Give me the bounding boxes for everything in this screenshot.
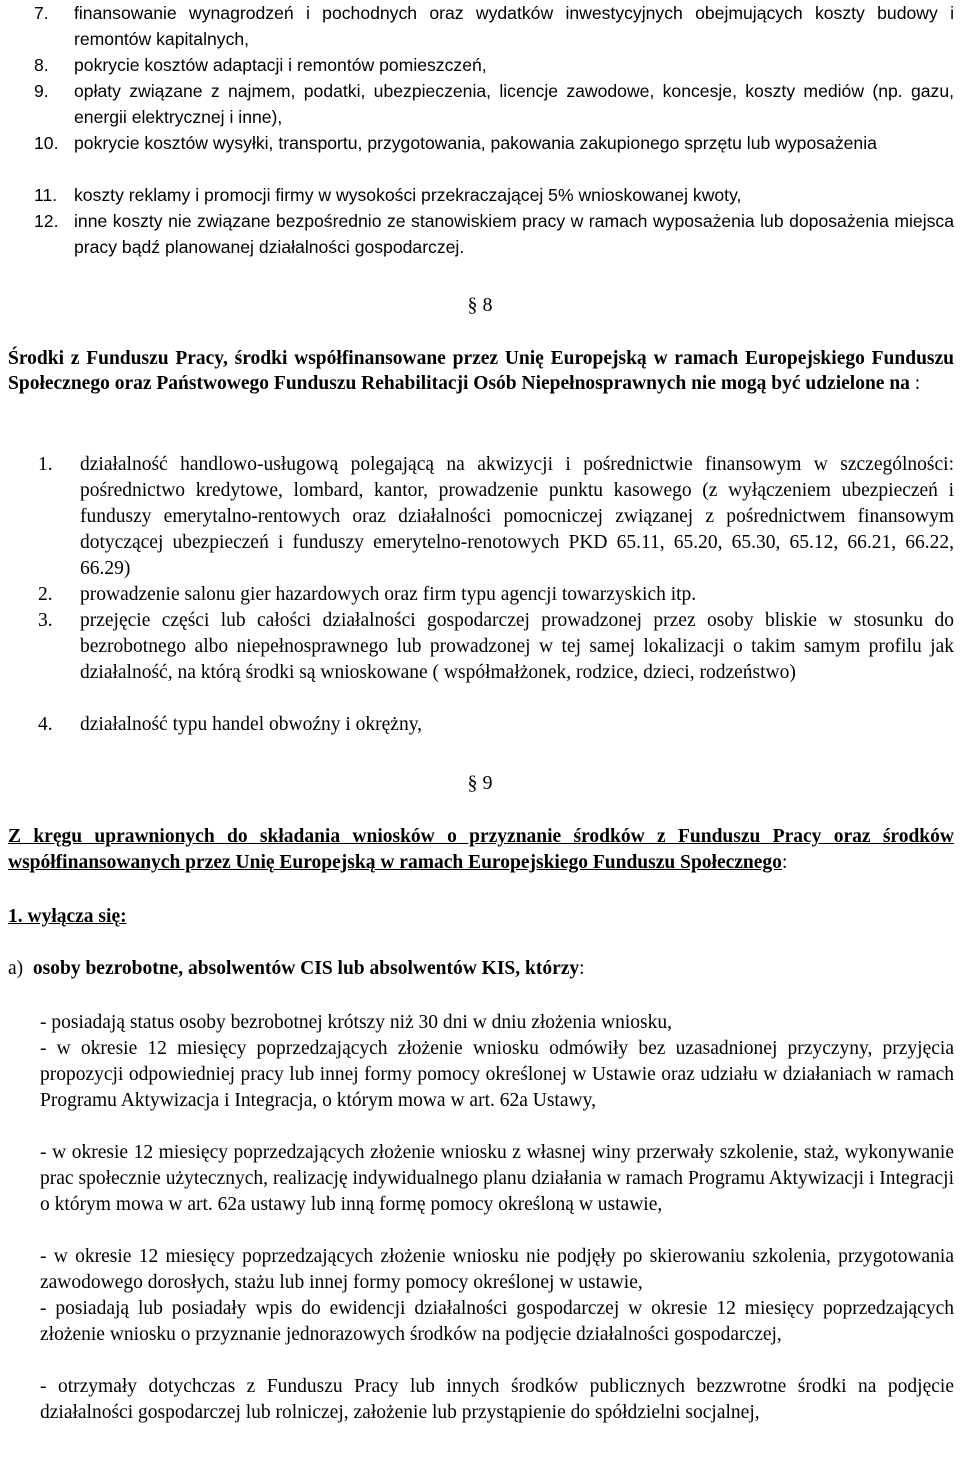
list-item-number: 10. <box>34 133 59 153</box>
list-item-text: pokrycie kosztów wysyłki, transportu, przygotowania, pakowania zakupionego sprzętu lub wyposażenia <box>74 133 877 153</box>
dash-item: - otrzymały dotychczas z Funduszu Pracy lub innych środków publicznych bezzwrotne środki na podjęcie działalności gospodarczej lub rolniczej, założenie lub przystąpienie do spółdzielni socjalnej, <box>40 1376 954 1423</box>
list-item-number: 2. <box>38 584 53 605</box>
sub-point-a-bold: osoby bezrobotne, absolwentów CIS lub absolwentów KIS, którzy <box>32 958 580 979</box>
list-item-text: inne koszty nie związane bezpośrednio ze stanowiskiem pracy w ramach wyposażenia lub doposażenia miejsca pracy bądź planowanej działalności gospodarczej. <box>74 211 954 257</box>
list-item <box>8 52 954 78</box>
dash-item: - posiadają lub posiadały wpis do ewidencji działalności gospodarczej w okresie 12 miesięcy poprzedzających złożenie wniosku o przyznanie jednorazowych środków na podjęcie działalności gospodarczej, <box>40 1298 954 1345</box>
expense-list <box>8 0 954 260</box>
list-item-text: koszty reklamy i promocji firmy w wysokości przekraczającej 5% wnioskowanej kwoty, <box>74 185 742 205</box>
section-9-intro-bold: Z kręgu uprawnionych do składania wniosków o przyznanie środków z Funduszu Pracy oraz środków współfinansowanych przez Unię Europejską w ramach Europejskiego Funduszu Społecznego <box>8 826 954 873</box>
list-item <box>8 78 954 130</box>
list-item-text: przejęcie części lub całości działalności gospodarczej prowadzonej przez osoby bliskie w stosunku do bezrobotnego albo niepełnosprawnego lub prowadzonej w tej samej lokalizacji o takim samym profilu jak działalność, na którą środki są wnioskowane ( współmałżonek, rodzice, dzieci, rodzeństwo) <box>80 610 954 683</box>
list-item <box>8 0 954 52</box>
list-item-number: 8. <box>34 55 49 75</box>
list-item-number: 1. <box>38 454 53 475</box>
list-item <box>8 712 954 738</box>
list-item-number: 9. <box>34 81 49 101</box>
dash-item: - w okresie 12 miesięcy poprzedzających złożenie wniosku odmówiły bez uzasadnionej przyczyny, przyjęcia propozycji odpowiedniej pracy lub innej formy pomocy określonej w Ustawie oraz udziału w działaniach w ramach Programu Aktywizacja i Integracja, o którym mowa w art. 62a Ustawy, <box>40 1038 954 1111</box>
list-item-text: pokrycie kosztów adaptacji i remontów pomieszczeń, <box>74 55 487 75</box>
list-item-number: 3. <box>38 610 53 631</box>
section-8-intro-tail: : <box>909 373 921 394</box>
list-item-text: finansowanie wynagrodzeń i pochodnych oraz wydatków inwestycyjnych obejmujących koszty budowy i remontów kapitalnych, <box>74 3 954 49</box>
list-item <box>8 608 954 712</box>
dash-item: - posiadają status osoby bezrobotnej krótszy niż 30 dni w dniu złożenia wniosku, <box>40 1012 672 1033</box>
list-item <box>8 208 954 260</box>
list-item-number: 7. <box>34 3 49 23</box>
section-9-point-1 <box>8 904 954 930</box>
list-item <box>8 452 954 582</box>
sub-point-a-tail: : <box>579 958 585 979</box>
list-item <box>8 182 954 208</box>
section-8-intro-bold: Środki z Funduszu Pracy, środki współfinansowane przez Unię Europejską w ramach Europejskiego Funduszu Społecznego oraz Państwowego Funduszu Rehabilitacji Osób Niepełnosprawnych nie mogą być udzielone na <box>8 348 954 394</box>
section-9-intro-tail: : <box>781 852 788 873</box>
list-item <box>8 130 954 182</box>
sub-point-a-label: a) <box>8 958 24 979</box>
section-8-intro <box>8 346 954 396</box>
list-item-text: opłaty związane z najmem, podatki, ubezpieczenia, licencje zawodowe, koncesje, koszty mediów (np. gazu, energii elektrycznej i inne), <box>74 81 954 127</box>
dash-item: - w okresie 12 miesięcy poprzedzających złożenie wniosku nie podjęły po skierowaniu szkolenia, przygotowania zawodowego dorosłych, stażu lub innej formy pomocy określonej w ustawie, <box>40 1246 954 1293</box>
list-item <box>8 582 954 608</box>
list-item-text: działalność typu handel obwoźny i okrężny, <box>80 714 423 735</box>
list-item-number: 4. <box>38 714 53 735</box>
sub-point-a <box>8 956 954 982</box>
list-item-text: prowadzenie salonu gier hazardowych oraz firm typu agencji towarzyskich itp. <box>80 584 697 605</box>
prohibited-activities-list <box>8 452 954 738</box>
section-9-intro <box>8 824 954 876</box>
list-item-text: działalność handlowo-usługową polegającą na akwizycji i pośrednictwie finansowym w szczególności: pośrednictwo kredytowe, lombard, kantor, prowadzenie punktu kasowego (z wyłączeniem ubezpieczeń i funduszy emerytalno-rentowych oraz działalności pomocniczej związanej z pośrednictwem finansowym dotyczącej ubezpieczeń i funduszy emerytelno-renotowych PKD 65.11, 65.20, 65.30, 65.12, 66.21, 66.22, 66.29) <box>80 454 954 579</box>
dash-item: - w okresie 12 miesięcy poprzedzających złożenie wniosku z własnej winy przerwały szkolenie, staż, wykonywanie prac społecznie użytecznych, realizację indywidualnego planu działania w ramach Programu Aktywizacji i Integracji o którym mowa w art. 62a ustawy lub inną formę pomocy określoną w ustawie, <box>40 1142 954 1215</box>
list-item-number: 11. <box>34 185 58 205</box>
list-item-number: 12. <box>34 211 59 231</box>
point-1-label: 1. wyłącza się: <box>8 906 127 927</box>
section-heading-9: § 9 <box>467 772 493 794</box>
section-heading-8: § 8 <box>467 294 493 316</box>
